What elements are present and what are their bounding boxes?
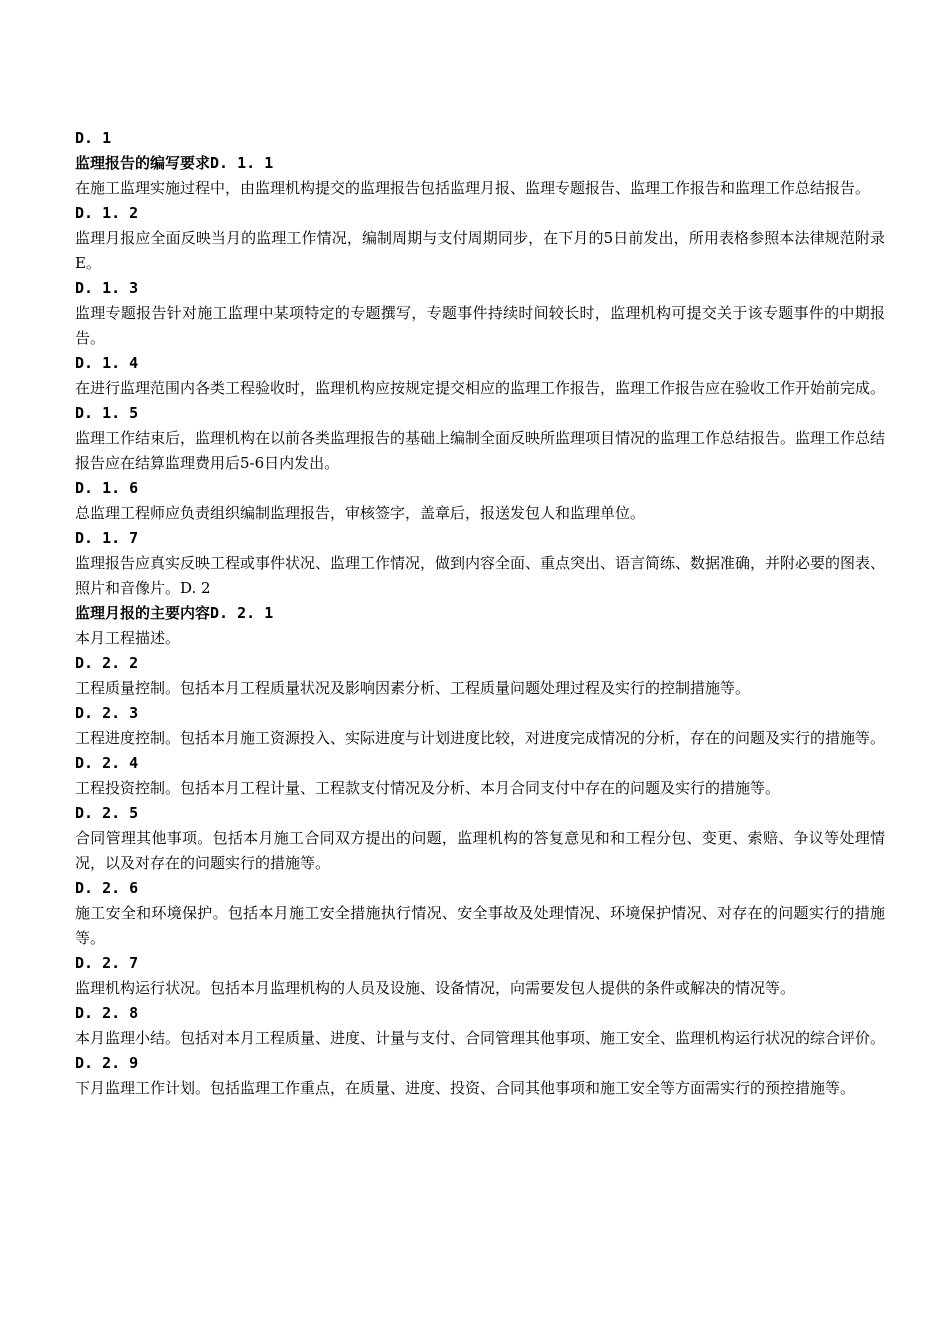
paragraph: 本月监理小结。包括对本月工程质量、进度、计量与支付、合同管理其他事项、施工安全、监理机构运行状况的综合评价。 (75, 1029, 886, 1047)
clause-code: D. 2. 2 (75, 654, 139, 672)
paragraph: 工程质量控制。包括本月工程质量状况及影响因素分析、工程质量问题处理过程及实行的控制措施等。 (75, 679, 751, 697)
paragraph: 在进行监理范围内各类工程验收时，监理机构应按规定提交相应的监理工作报告，监理工作报告应在验收工作开始前完成。 (75, 379, 886, 397)
paragraph: 总监理工程师应负责组织编制监理报告，审核签字，盖章后，报送发包人和监理单位。 (75, 504, 646, 522)
paragraph: 下月监理工作计划。包括监理工作重点，在质量、进度、投资、合同其他事项和施工安全等方面需实行的预控措施等。 (75, 1079, 856, 1097)
clause-code: D. 2. 8 (75, 1004, 139, 1022)
paragraph: 监理月报应全面反映当月的监理工作情况，编制周期与支付周期同步，在下月的5日前发出，所用表格参照本法律规范附录E。 (75, 229, 885, 272)
document-page (75, 126, 885, 1101)
section-code: D. 1 (75, 129, 112, 147)
heading-title: 监理月报的主要内容 (75, 604, 211, 622)
paragraph: 在施工监理实施过程中，由监理机构提交的监理报告包括监理月报、监理专题报告、监理工作报告和监理工作总结报告。 (75, 179, 871, 197)
heading-code: D. 2. 1 (210, 604, 274, 622)
clause-code: D. 2. 9 (75, 1054, 139, 1072)
clause-code: D. 1. 2 (75, 204, 139, 222)
clause-code: D. 1. 4 (75, 354, 139, 372)
paragraph: 监理专题报告针对施工监理中某项特定的专题撰写，专题事件持续时间较长时，监理机构可提交关于该专题事件的中期报告。 (75, 304, 885, 347)
paragraph: 施工安全和环境保护。包括本月施工安全措施执行情况、安全事故及处理情况、环境保护情况、对存在的问题实行的措施等。 (75, 904, 885, 947)
paragraph: 监理机构运行状况。包括本月监理机构的人员及设施、设备情况，向需要发包人提供的条件或解决的情况等。 (75, 979, 796, 997)
clause-code: D. 1. 6 (75, 479, 139, 497)
clause-code: D. 1. 7 (75, 529, 139, 547)
clause-code: D. 2. 3 (75, 704, 139, 722)
heading-title: 监理报告的编写要求 (75, 154, 211, 172)
clause-code: D. 2. 5 (75, 804, 139, 822)
paragraph: 本月工程描述。 (75, 629, 181, 647)
paragraph: 工程投资控制。包括本月工程计量、工程款支付情况及分析、本月合同支付中存在的问题及实行的措施等。 (75, 779, 781, 797)
paragraph: 监理工作结束后，监理机构在以前各类监理报告的基础上编制全面反映所监理项目情况的监理工作总结报告。监理工作总结报告应在结算监理费用后5-6日内发出。 (75, 429, 886, 472)
clause-code: D. 1. 3 (75, 279, 139, 297)
heading-code: D. 1. 1 (210, 154, 274, 172)
section-heading (75, 601, 885, 626)
clause-code: D. 1. 5 (75, 404, 139, 422)
clause-code: D. 2. 6 (75, 879, 139, 897)
paragraph: 工程进度控制。包括本月施工资源投入、实际进度与计划进度比较，对进度完成情况的分析，存在的问题及实行的措施等。 (75, 729, 886, 747)
clause-code: D. 2. 4 (75, 754, 139, 772)
section-heading (75, 151, 885, 176)
paragraph: 合同管理其他事项。包括本月施工合同双方提出的问题，监理机构的答复意见和和工程分包、变更、索赔、争议等处理情况，以及对存在的问题实行的措施等。 (75, 829, 885, 872)
paragraph: 监理报告应真实反映工程或事件状况、监理工作情况，做到内容全面、重点突出、语言简练、数据准确，并附必要的图表、照片和音像片。D. 2 (75, 554, 886, 597)
clause-code: D. 2. 7 (75, 954, 139, 972)
